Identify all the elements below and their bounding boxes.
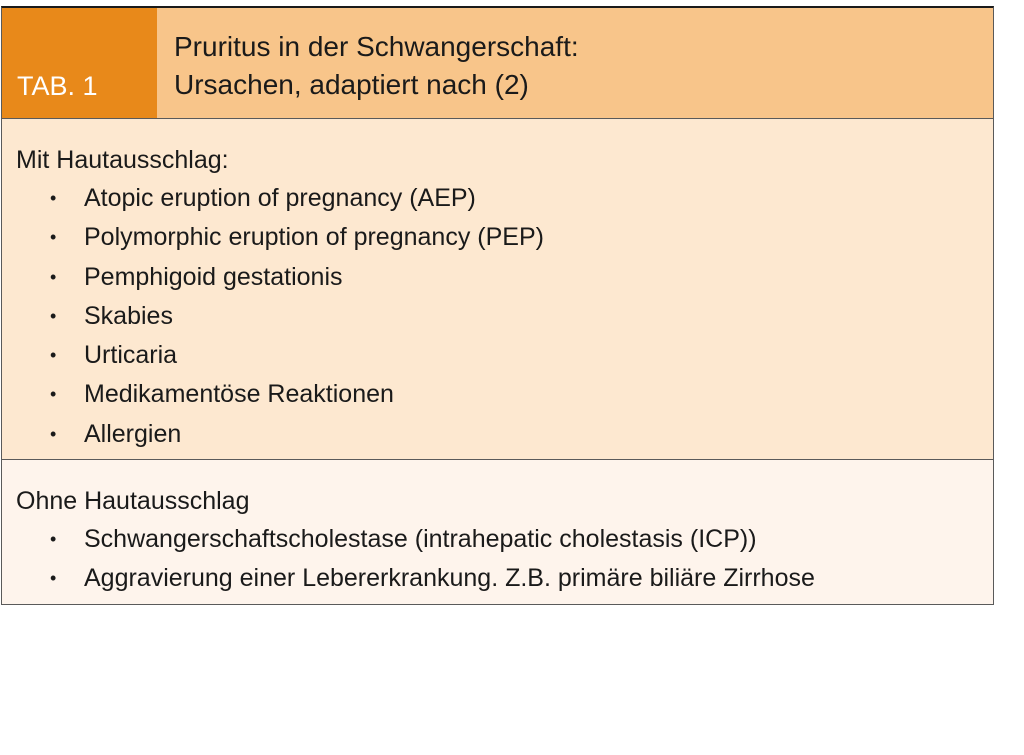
- list-item-text: Atopic eruption of pregnancy (AEP): [84, 184, 476, 212]
- section-heading: Ohne Hautausschlag: [16, 487, 250, 515]
- bullet-icon: •: [50, 188, 57, 208]
- list-item-text: Pemphigoid gestationis: [84, 262, 343, 291]
- section-without-rash: [2, 460, 993, 604]
- bullet-icon: •: [50, 345, 57, 366]
- list-item: [50, 258, 993, 297]
- bullet-icon: •: [50, 529, 57, 549]
- bullet-icon: •: [50, 423, 57, 444]
- table-title: [157, 8, 993, 118]
- cause-list: [16, 520, 993, 599]
- list-item: [50, 375, 993, 414]
- section-with-rash: [2, 119, 993, 460]
- list-item-text: Urticaria: [84, 341, 178, 370]
- pruritus-table: [1, 6, 994, 605]
- bullet-icon: •: [50, 384, 57, 405]
- table-title-line-1: Pruritus in der Schwangerschaft:: [174, 31, 579, 62]
- bullet-icon: •: [50, 305, 57, 326]
- bullet-icon: •: [50, 227, 57, 248]
- bullet-icon: •: [50, 266, 57, 287]
- bullet-icon: •: [50, 568, 57, 589]
- list-item-text: Polymorphic eruption of pregnancy (PEP): [84, 223, 544, 252]
- table-title-line-2: Ursachen, adaptiert nach (2): [174, 69, 529, 100]
- list-item: [50, 297, 993, 336]
- list-item-text: Skabies: [84, 301, 173, 330]
- list-item: [50, 415, 993, 454]
- list-item: [50, 179, 993, 218]
- list-item: [50, 218, 993, 257]
- list-item: [50, 336, 993, 375]
- table-header: [2, 8, 993, 119]
- list-item-text: Allergien: [84, 419, 182, 448]
- table-number-label: TAB. 1: [2, 8, 157, 118]
- list-item-text: Medikamentöse Reaktionen: [84, 380, 394, 409]
- cause-list: [16, 179, 993, 454]
- list-item-text: Schwangerschaftscholestase (intrahepatic cholestasis (ICP)): [84, 525, 757, 553]
- list-item: [50, 559, 993, 598]
- section-heading: Mit Hautausschlag:: [16, 146, 229, 174]
- list-item: [50, 520, 993, 559]
- list-item-text: Aggravierung einer Lebererkrankung. Z.B. primäre biliäre Zirrhose: [84, 564, 815, 593]
